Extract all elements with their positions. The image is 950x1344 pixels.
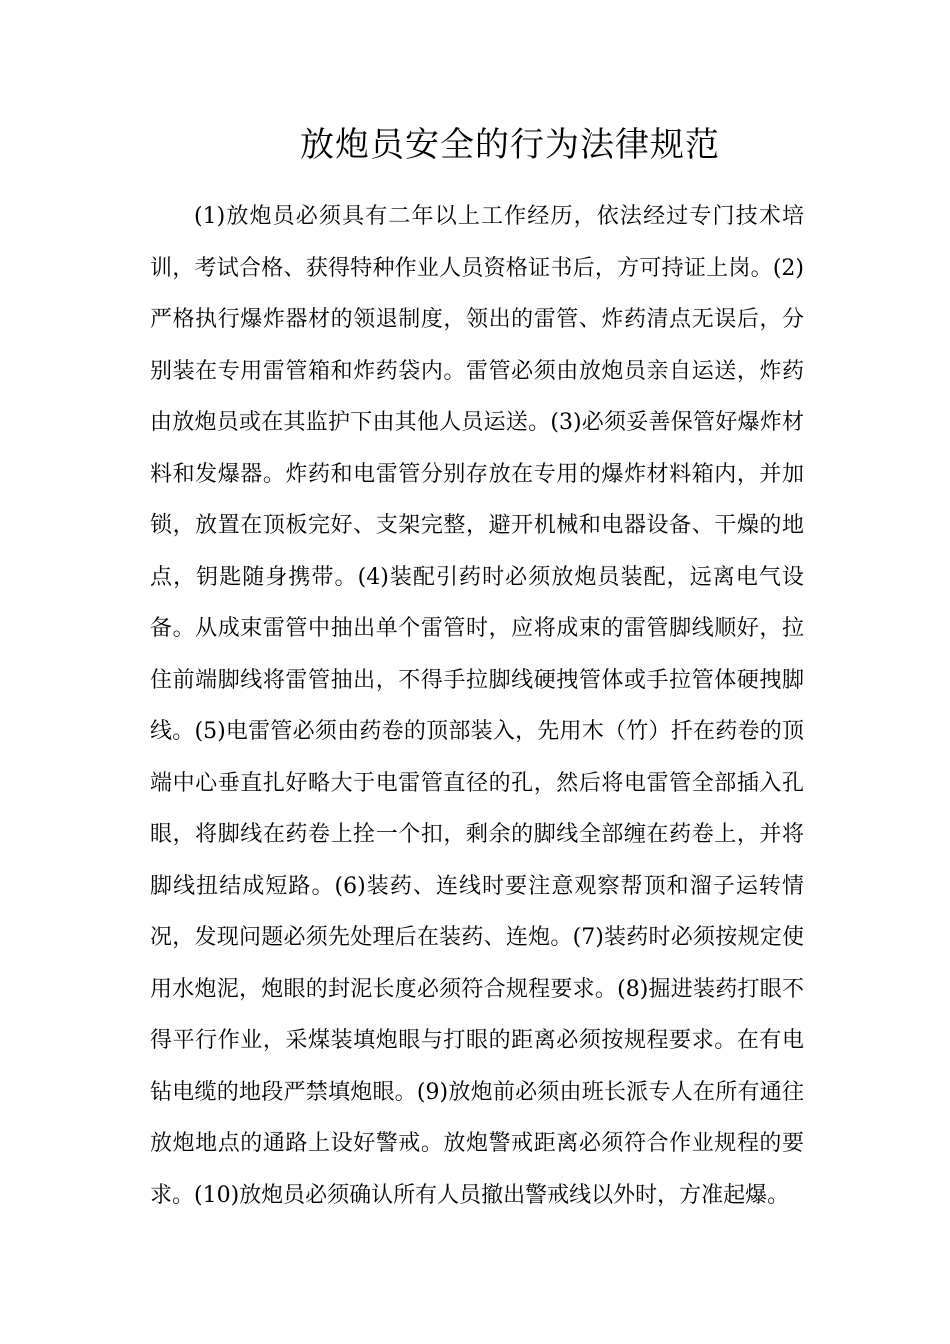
document-title: 放炮员安全的行为法律规范: [300, 125, 720, 165]
document-body-paragraph: (1)放炮员必须具有二年以上工作经历，依法经过专门技术培训，考试合格、获得特种作业人员资格证书后，方可持证上岗。(2)严格执行爆炸器材的领退制度，领出的雷管、炸药清点无误后，分别装在专用雷管箱和炸药袋内。雷管必须由放炮员亲自运送，炸药由放炮员或在其监护下由其他人员运送。(3)必须妥善保管好爆炸材料和发爆器。炸药和电雷管分别存放在专用的爆炸材料箱内，并加锁，放置在顶板完好、支架完整，避开机械和电器设备、干燥的地点，钥匙随身携带。(4)装配引药时必须放炮员装配，远离电气设备。从成束雷管中抽出单个雷管时，应将成束的雷管脚线顺好，拉住前端脚线将雷管抽出，不得手拉脚线硬拽管体或手拉管体硬拽脚线。(5)电雷管必须由药卷的顶部装入，先用木（竹）扦在药卷的顶端中心垂直扎好略大于电雷管直径的孔，然后将电雷管全部插入孔眼，将脚线在药卷上拴一个扣，剩余的脚线全部缠在药卷上，并将脚线扭结成短路。(6)装药、连线时要注意观察帮顶和溜子运转情况，发现问题必须先处理后在装药、连炮。(7)装药时必须按规定使用水炮泥，炮眼的封泥长度必须符合规程要求。(8)掘进装药打眼不得平行作业，采煤装填炮眼与打眼的距离必须按规程要求。在有电钻电缆的地段严禁填炮眼。(9)放炮前必须由班长派专人在所有通往放炮地点的通路上设好警戒。放炮警戒距离必须符合作业规程的要求。(10)放炮员必须确认所有人员撤出警戒线以外时，方准起爆。: [150, 204, 804, 1208]
